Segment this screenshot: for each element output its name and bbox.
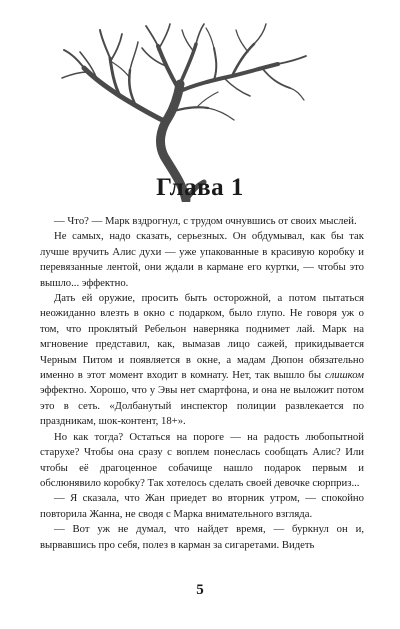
chapter-body [40, 214, 364, 553]
paragraph-text: Дать ей оружие, просить быть осторожной, а потом пытаться неожиданно влезть в окно с подарком, было глупо. Не говоря уж о том, что проклятый Ребельон наверняка поднимет лай. Марк на мгновение представил, как, вымазав лицо сажей, прикидывается Черным Питом и появляется в окне, а мадам Дюпон обязательно именно в этот момент входит в комнату. Нет, так вышло бы [40, 292, 364, 382]
paragraph: — Вот уж не думал, что найдет время, — буркнул он и, вырвавшись про себя, полез в карман за сигаретами. Видеть [40, 523, 364, 551]
paragraph [40, 291, 364, 430]
chapter-title: Глава 1 [156, 174, 244, 201]
emphasis-text: слишком [324, 369, 364, 382]
paragraph: Не самых, надо сказать, серьезных. Он обдумывал, как бы так лучше вручить Алис духи — уже упакованные в красивую коробку и перевязанные лентой, они ждали в кармане его куртки, — чтобы это вышло... эффектно. [40, 230, 364, 289]
page-number: 5 [196, 582, 204, 598]
paragraph: — Что? — Марк вздрогнул, с трудом очнувшись от своих мыслей. [54, 215, 357, 227]
paragraph: Но как тогда? Остаться на пороге — на радость любопытной старухе? Чтобы она сразу с воплем понеслась сообщать Алис? Или чтобы её драгоценное собачище нашло подарок первым и обслюнявило коробку? Так хотелось сделать своей девочке сюрприз... [40, 430, 364, 489]
paragraph: — Я сказала, что Жан приедет во вторник утром, — спокойно повторила Жанна, не сводя с Марка внимательного взгляда. [40, 492, 364, 520]
paragraph-text: эффектно. Хорошо, что у Эвы нет смартфона, и она не выложит потом это в сеть. «Долбанутый инспектор полиции развлекается по праздникам, шок-контент, 18+». [40, 384, 364, 428]
